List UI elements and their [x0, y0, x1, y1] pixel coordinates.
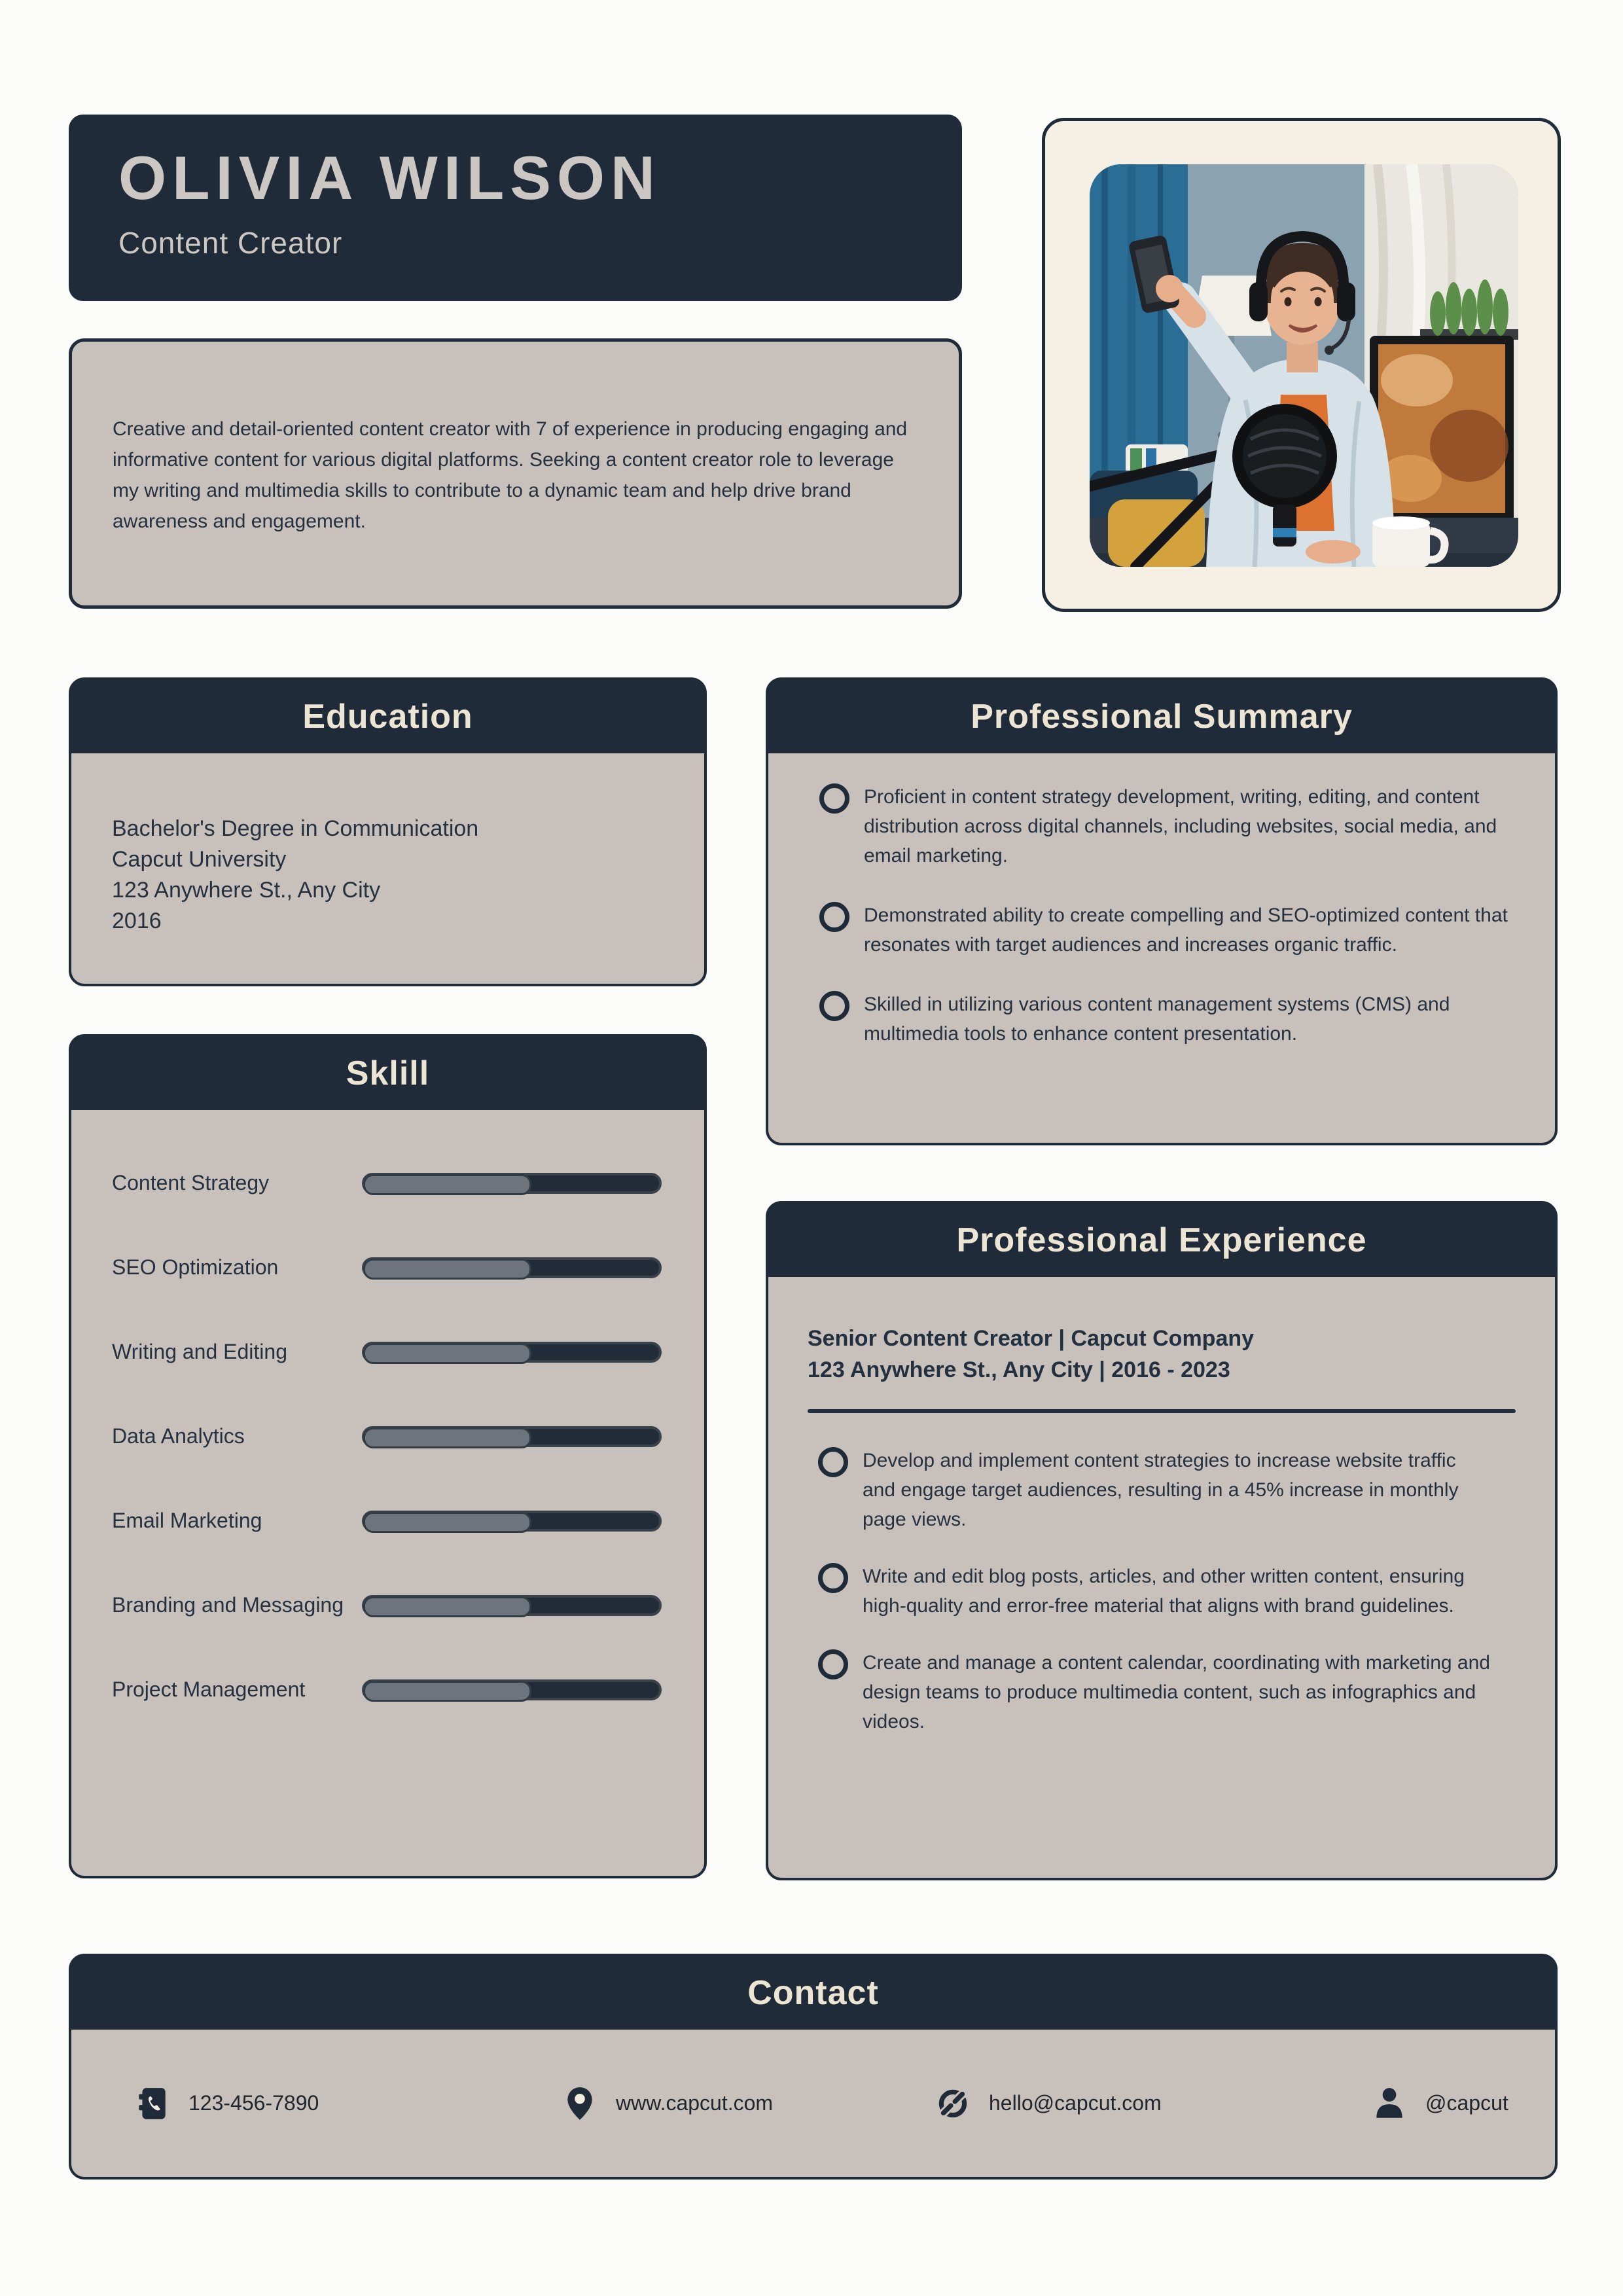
list-item: [818, 1648, 1510, 1736]
photo-illustration: [1090, 164, 1518, 567]
experience-section: [766, 1201, 1558, 1880]
skill-bar-fill: [363, 1512, 531, 1533]
skill-row: [71, 1479, 704, 1563]
skill-bar-fill: [363, 1681, 531, 1702]
contact-header: [71, 1956, 1555, 2030]
experience-list: [808, 1413, 1516, 1736]
professional-summary-header: [768, 680, 1555, 753]
experience-header: [768, 1204, 1555, 1277]
ring-bullet-icon: [819, 902, 849, 932]
skill-bar: [362, 1511, 662, 1532]
skill-row: [71, 1141, 704, 1225]
skill-label: Project Management: [112, 1677, 306, 1701]
bullet-text: Develop and implement content strategies to increase website traffic and engage target audiences, resulting in a 45% increase in monthly page views.: [863, 1450, 1459, 1530]
skill-row: [71, 1310, 704, 1394]
name-header: [69, 115, 962, 301]
link-icon: [934, 2085, 972, 2123]
bullet-text: Create and manage a content calendar, coordinating with marketing and design teams to produce multimedia content, such as infographics and videos.: [863, 1652, 1490, 1732]
ring-bullet-icon: [819, 991, 849, 1021]
ring-bullet-icon: [819, 783, 849, 814]
person-icon: [1370, 2085, 1408, 2123]
bullet-text: Proficient in content strategy development, writing, editing, and content distribution across digital channels, including websites, social media, and email marketing.: [864, 786, 1497, 867]
experience-title: Professional Experience: [956, 1221, 1367, 1259]
skill-label: Email Marketing: [112, 1509, 262, 1532]
skill-bar: [362, 1173, 662, 1194]
experience-position: Senior Content Creator | Capcut Company: [808, 1326, 1255, 1351]
skill-bar-fill: [363, 1596, 531, 1617]
education-year: 2016: [112, 908, 162, 933]
experience-details: 123 Anywhere St., Any City | 2016 - 2023: [808, 1357, 1230, 1382]
skills-title: Sklill: [346, 1054, 430, 1092]
professional-summary-section: [766, 677, 1558, 1145]
list-item: [818, 1562, 1510, 1621]
education-section: [69, 677, 707, 986]
bullet-text: Demonstrated ability to create compelling and SEO-optimized content that resonates with target audiences and increases organic traffic.: [864, 905, 1508, 956]
ring-bullet-icon: [818, 1563, 848, 1593]
contact-body: [71, 2030, 1555, 2177]
skill-label: Content Strategy: [112, 1171, 270, 1194]
education-address: 123 Anywhere St., Any City: [112, 878, 381, 903]
location-pin-icon: [561, 2085, 599, 2123]
list-item: [819, 782, 1521, 870]
experience-body: [768, 1277, 1555, 1736]
list-item: [818, 1446, 1510, 1534]
profile-photo: [1090, 164, 1518, 567]
contact-email-text[interactable]: hello@capcut.com: [989, 2091, 1162, 2115]
contact-website-text[interactable]: www.capcut.com: [616, 2091, 774, 2115]
skill-row: [71, 1225, 704, 1310]
skills-list: [71, 1110, 704, 1732]
education-school: Capcut University: [112, 847, 287, 872]
summary-text: Creative and detail-oriented content creator with 7 of experience in producing engaging and informative content for various digital platforms. Seeking a content creator role to leverage my writing and multimedia skills to contribute to a dynamic team and help drive brand awareness and engagement.: [113, 418, 908, 532]
list-item: [819, 901, 1521, 960]
skill-bar-fill: [363, 1343, 531, 1364]
skill-bar: [362, 1257, 662, 1278]
phone-icon: [134, 2085, 171, 2123]
skill-bar-fill: [363, 1174, 531, 1195]
ring-bullet-icon: [818, 1649, 848, 1679]
skill-bar: [362, 1679, 662, 1700]
bullet-text: Write and edit blog posts, articles, and other written content, ensuring high-quality and error-free material that aligns with brand guidelines.: [863, 1566, 1465, 1617]
skill-bar: [362, 1595, 662, 1616]
education-degree: Bachelor's Degree in Communication: [112, 816, 479, 841]
education-body: [71, 753, 704, 937]
contact-section: [69, 1954, 1558, 2179]
contact-phone: [134, 2085, 319, 2123]
person-role: Content Creator: [118, 225, 343, 260]
education-header: [71, 680, 704, 753]
contact-title: Contact: [747, 1974, 879, 2012]
list-item: [819, 990, 1521, 1049]
skill-bar-fill: [363, 1427, 531, 1448]
skill-bar: [362, 1342, 662, 1363]
ring-bullet-icon: [818, 1447, 848, 1477]
contact-email: [934, 2085, 1162, 2123]
skill-label: SEO Optimization: [112, 1255, 279, 1279]
skill-label: Data Analytics: [112, 1424, 245, 1448]
professional-summary-list: [768, 753, 1555, 1049]
skill-row: [71, 1394, 704, 1479]
skill-row: [71, 1563, 704, 1647]
contact-social-text[interactable]: @capcut: [1425, 2091, 1508, 2115]
photo-card: [1042, 118, 1561, 612]
contact-social: [1370, 2085, 1508, 2123]
skills-section: [69, 1034, 707, 1878]
professional-summary-title: Professional Summary: [971, 698, 1353, 736]
summary-box: [69, 338, 962, 609]
skill-bar: [362, 1426, 662, 1447]
bullet-text: Skilled in utilizing various content management systems (CMS) and multimedia tools to enhance content presentation.: [864, 994, 1450, 1045]
skill-label: Writing and Editing: [112, 1340, 287, 1363]
skills-header: [71, 1037, 704, 1110]
skill-label: Branding and Messaging: [112, 1593, 344, 1617]
skill-bar-fill: [363, 1259, 531, 1280]
skill-row: [71, 1647, 704, 1732]
education-title: Education: [302, 698, 473, 736]
contact-phone-text: 123-456-7890: [188, 2091, 319, 2115]
contact-website: [561, 2085, 773, 2123]
person-name: OLIVIA WILSON: [118, 143, 661, 212]
